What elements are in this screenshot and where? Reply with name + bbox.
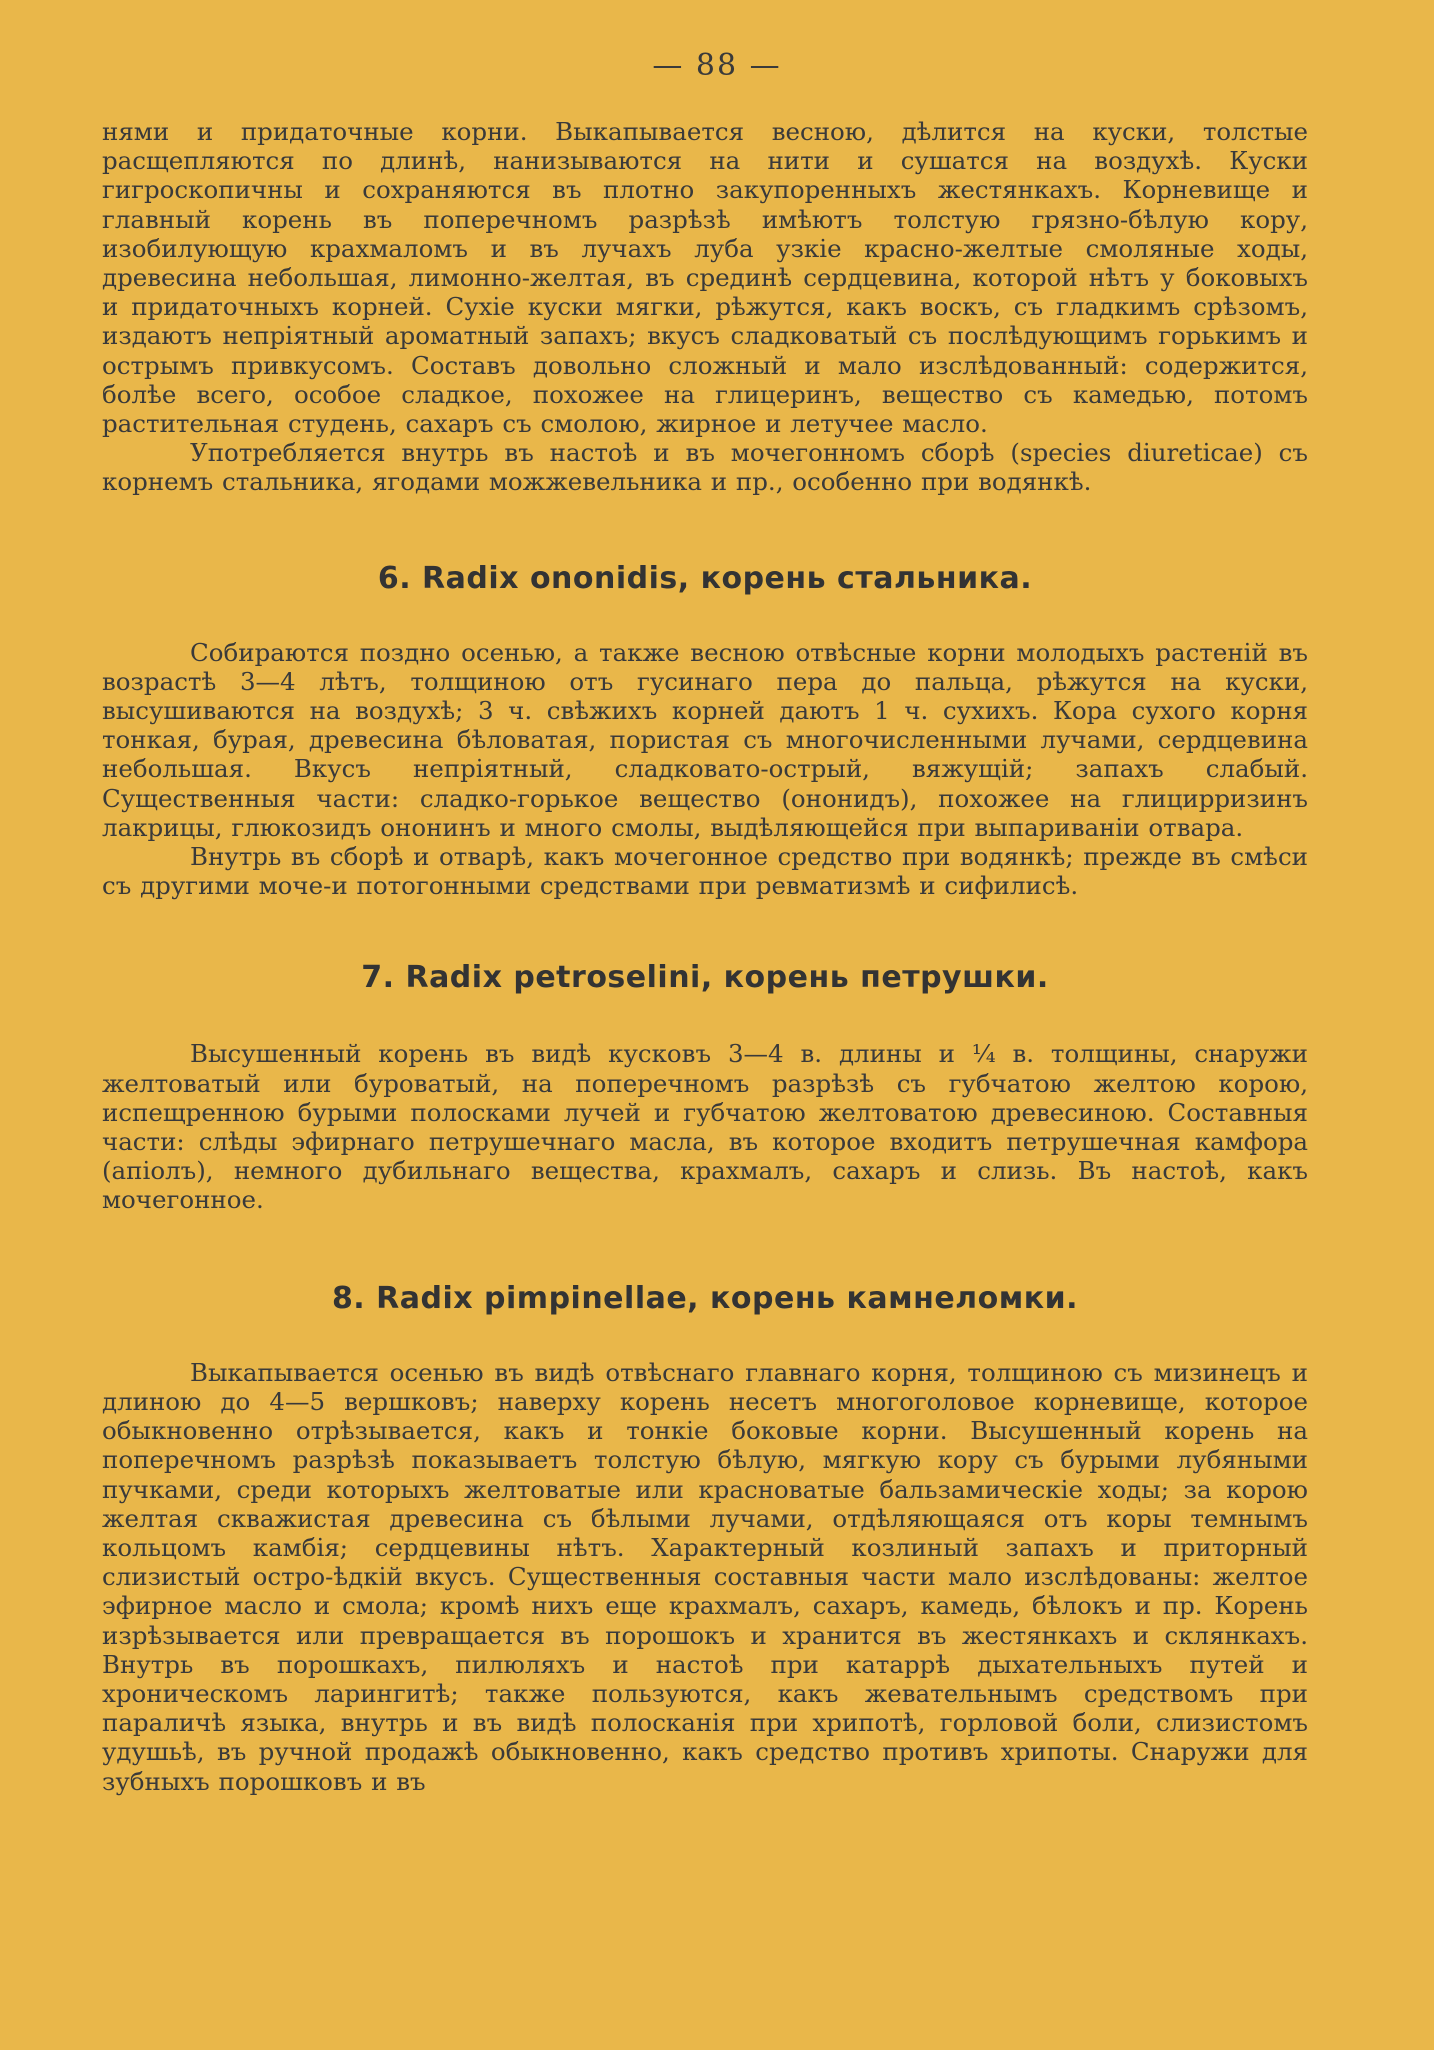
intro-paragraph-2: Употребляется внутрь въ настоѣ и въ мочегонномъ сборѣ (species diureticae) съ корнемъ стальника, ягодами можжевельника и пр., особенно при водянкѣ. xyxy=(102,438,1308,497)
section-8-heading: 8. Radix pimpinellae, корень камнеломки. xyxy=(331,1280,1079,1316)
intro-paragraph-1: нями и придаточные корни. Выкапывается весною, дѣлится на куски, толстые расщепляются по длинѣ, нанизываются на нити и сушатся на воздухѣ. Куски гигроскопичны и сохраняются въ плотно закупоренныхъ жестянкахъ. Корневище и главный корень въ поперечномъ разрѣзѣ имѣютъ толстую грязно-бѣлую кору, изобилующую крахмаломъ и въ лучахъ луба узкіе красно-желтые смоляные ходы, древесина небольшая, лимонно-желтая, въ срединѣ сердцевина, которой нѣтъ у боковыхъ и придаточныхъ корней. Сухіе куски мягки, рѣжутся, какъ воскъ, съ гладкимъ срѣзомъ, издаютъ непріятный ароматный запахъ; вкусъ сладковатый съ послѣдующимъ горькимъ и острымъ привкусомъ. Составъ довольно сложный и мало изслѣдованный: содержится, болѣе всего, особое сладкое, похожее на глицеринъ, вещество съ камедью, потомъ растительная студень, сахаръ съ смолою, жирное и летучее масло. xyxy=(102,117,1308,439)
section-8-paragraph-1: Выкапывается осенью въ видѣ отвѣснаго главнаго корня, толщиною съ мизинецъ и длиною до 4—5 вершковъ; наверху корень несетъ многоголовое корневище, которое обыкновенно отрѣзывается, какъ и тонкіе боковые корни. Высушенный корень на поперечномъ разрѣзѣ показываетъ толстую бѣлую, мягкую кору съ бурыми лубяными пучками, среди которыхъ желтоватые или красноватые бальзамическіе ходы; за корою желтая скважистая древесина съ бѣлыми лучами, отдѣляющаяся отъ коры темнымъ кольцомъ камбія; сердцевины нѣтъ. Характерный козлиный запахъ и приторный слизистый остро-ѣдкій вкусъ. Существенныя составныя части мало изслѣдованы: желтое эфирное масло и смола; кромѣ нихъ еще крахмалъ, сахаръ, камедь, бѣлокъ и пр. Корень изрѣзывается или превращается въ порошокъ и хранится въ жестянкахъ и склянкахъ. Внутрь въ порошкахъ, пилюляхъ и настоѣ при катаррѣ дыхательныхъ путей и хроническомъ ларингитѣ; также пользуются, какъ жевательнымъ средствомъ при параличѣ языка, внутрь и въ видѣ полосканія при хрипотѣ, горловой боли, слизистомъ удушьѣ, въ ручной продажѣ обыкновенно, какъ средство противъ хрипоты. Снаружи для зубныхъ порошковъ и въ xyxy=(102,1357,1308,1796)
section-7-heading: 7. Radix petroselini, корень петрушки. xyxy=(361,960,1049,996)
section-6-paragraph-2: Внутрь въ сборѣ и отварѣ, какъ мочегонное средство при водянкѣ; прежде въ смѣси съ другими моче-и потогонными средствами при ревматизмѣ и сифилисѣ. xyxy=(102,842,1308,901)
section-6-paragraph-1: Собираются поздно осенью, а также весною отвѣсные корни молодыхъ растеній въ возрастѣ 3—4 лѣтъ, толщиною отъ гусинаго пера до пальца, рѣжутся на куски, высушиваются на воздухѣ; 3 ч. свѣжихъ корней даютъ 1 ч. сухихъ. Кора сухого корня тонкая, бурая, древесина бѣловатая, пористая съ многочисленными лучами, сердцевина небольшая. Вкусъ непріятный, сладковато-острый, вяжущій; запахъ слабый. Существенныя части: сладко-горькое вещество (ононидъ), похожее на глицирризинъ лакрицы, глюкозидъ ононинъ и много смолы, выдѣляющейся при выпариваніи отвара. xyxy=(102,637,1308,842)
page-number: — 88 — xyxy=(652,48,782,83)
section-6-heading: 6. Radix ononidis, корень стальника. xyxy=(377,560,1033,596)
section-7-paragraph-1: Высушенный корень въ видѣ кусковъ 3—4 в. длины и ¼ в. толщины, снаружи желтоватый или буроватый, на поперечномъ разрѣзѣ съ губчатою желтою корою, испещренною бурыми полосками лучей и губчатою желтоватою древесиною. Составныя части: слѣды эфирнаго петрушечнаго масла, въ которое входитъ петрушечная камфора (апіолъ), немного дубильнаго вещества, крахмалъ, сахаръ и слизь. Въ настоѣ, какъ мочегонное. xyxy=(102,1039,1308,1215)
page-body xyxy=(102,117,1308,1796)
